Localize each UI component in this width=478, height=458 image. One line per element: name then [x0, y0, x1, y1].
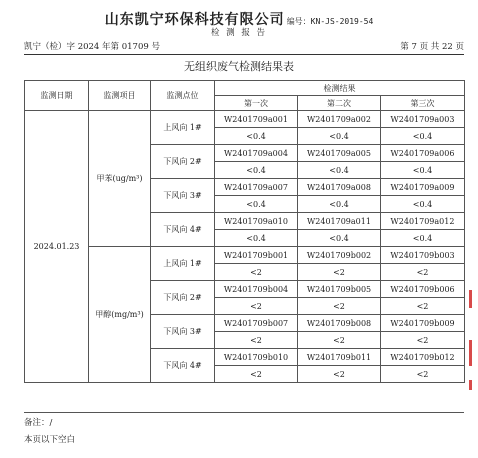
- sample-id-cell: W2401709a010: [215, 213, 298, 230]
- sample-id-cell: W2401709a004: [215, 145, 298, 162]
- value-cell: <0.4: [381, 196, 465, 213]
- sample-id-cell: W2401709a006: [381, 145, 465, 162]
- sample-id-cell: W2401709b008: [298, 315, 381, 332]
- header-item: 监测项目: [89, 81, 151, 111]
- value-cell: <0.4: [381, 230, 465, 247]
- report-number: 凯宁（检）字 2024 年第 01709 号: [24, 42, 160, 52]
- header-first: 第一次: [215, 96, 298, 111]
- value-cell: <2: [298, 298, 381, 315]
- point-cell: 下风向 3#: [151, 179, 215, 213]
- edge-mark: [469, 380, 472, 390]
- value-cell: <2: [215, 366, 298, 383]
- sample-id-cell: W2401709b003: [381, 247, 465, 264]
- sample-id-cell: W2401709b011: [298, 349, 381, 366]
- sample-id-cell: W2401709b004: [215, 281, 298, 298]
- value-cell: <0.4: [298, 128, 381, 145]
- sample-id-cell: W2401709b002: [298, 247, 381, 264]
- point-cell: 上风向 1#: [151, 111, 215, 145]
- sample-id-cell: W2401709a007: [215, 179, 298, 196]
- value-cell: <2: [298, 366, 381, 383]
- value-cell: <0.4: [215, 196, 298, 213]
- value-cell: <2: [215, 264, 298, 281]
- edge-mark: [469, 340, 472, 366]
- header-third: 第三次: [381, 96, 465, 111]
- point-cell: 下风向 2#: [151, 281, 215, 315]
- header-date: 监测日期: [25, 81, 89, 111]
- header-point: 监测点位: [151, 81, 215, 111]
- sample-id-cell: W2401709b001: [215, 247, 298, 264]
- point-cell: 下风向 2#: [151, 145, 215, 179]
- reference-line: [24, 40, 464, 55]
- value-cell: <0.4: [215, 230, 298, 247]
- header-second: 第二次: [298, 96, 381, 111]
- table-title: 无组织废气检测结果表: [184, 60, 294, 73]
- sample-id-cell: W2401709a003: [381, 111, 465, 128]
- sample-id-cell: W2401709a009: [381, 179, 465, 196]
- sample-id-cell: W2401709b005: [298, 281, 381, 298]
- point-cell: 下风向 4#: [151, 349, 215, 383]
- value-cell: <2: [381, 264, 465, 281]
- sample-id-cell: W2401709a008: [298, 179, 381, 196]
- value-cell: <0.4: [298, 162, 381, 179]
- date-cell: 2024.01.23: [25, 111, 89, 383]
- document-code: 编号：KN-JS-2019-54: [286, 17, 374, 26]
- sample-id-cell: W2401709b012: [381, 349, 465, 366]
- value-cell: <0.4: [381, 128, 465, 145]
- point-cell: 下风向 4#: [151, 213, 215, 247]
- point-cell: 上风向 1#: [151, 247, 215, 281]
- sample-id-cell: W2401709a011: [298, 213, 381, 230]
- value-cell: <2: [215, 298, 298, 315]
- value-cell: <2: [381, 298, 465, 315]
- sample-id-cell: W2401709b009: [381, 315, 465, 332]
- results-table: [24, 80, 465, 383]
- company-name-text: 山东凯宁环保科技有限公司: [104, 12, 285, 28]
- value-cell: <2: [381, 366, 465, 383]
- value-cell: <2: [298, 332, 381, 349]
- sample-id-cell: W2401709b010: [215, 349, 298, 366]
- notes: 备注：/: [24, 412, 464, 428]
- report-title: 检 测 报 告: [210, 28, 268, 38]
- sample-id-cell: W2401709a002: [298, 111, 381, 128]
- item-cell: 甲醇(mg/m³): [89, 247, 151, 383]
- item-cell: 甲苯(ug/m³): [89, 111, 151, 247]
- value-cell: <0.4: [215, 128, 298, 145]
- blank-page-note: 本页以下空白: [24, 435, 76, 445]
- value-cell: <2: [298, 264, 381, 281]
- value-cell: <0.4: [381, 162, 465, 179]
- value-cell: <2: [381, 332, 465, 349]
- edge-mark: [469, 290, 472, 308]
- sample-id-cell: W2401709b007: [215, 315, 298, 332]
- value-cell: <0.4: [298, 230, 381, 247]
- header-results: 检测结果: [215, 81, 465, 96]
- sample-id-cell: W2401709a012: [381, 213, 465, 230]
- value-cell: <2: [215, 332, 298, 349]
- page-info: 第 7 页 共 22 页: [400, 42, 464, 52]
- sample-id-cell: W2401709a005: [298, 145, 381, 162]
- sample-id-cell: W2401709a001: [215, 111, 298, 128]
- value-cell: <0.4: [298, 196, 381, 213]
- value-cell: <0.4: [215, 162, 298, 179]
- point-cell: 下风向 3#: [151, 315, 215, 349]
- sample-id-cell: W2401709b006: [381, 281, 465, 298]
